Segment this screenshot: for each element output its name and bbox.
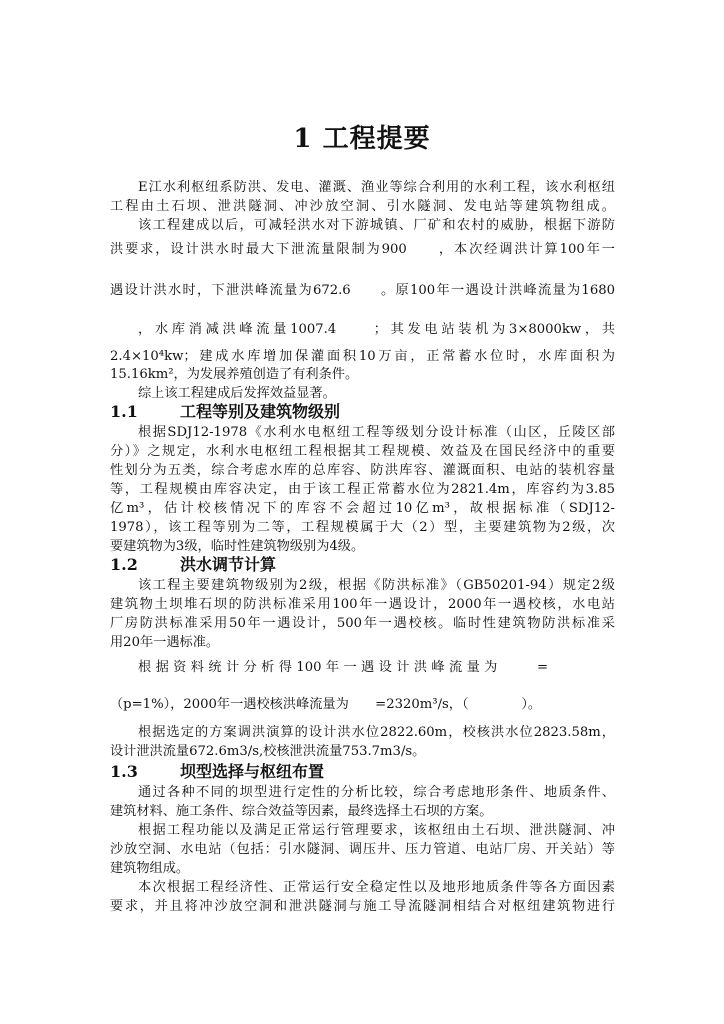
section-heading-1-2 — [110, 555, 615, 575]
body-line: 用20年一遇标准。 — [110, 635, 220, 650]
body-line: 通过各种不同的坝型进行定性的分析比较，综合考虑地形条件、地质条件、 — [138, 785, 615, 800]
body-line: 根据工程功能以及满足正常运行管理要求，该枢纽由土石坝、泄洪隧洞、冲 — [138, 823, 615, 838]
section-heading-1-3 — [110, 762, 615, 782]
body-line: 15.16km²，为发展养殖创造了有利条件。 — [110, 367, 359, 382]
body-line: 等，工程规模由库容决定，由于该工程正常蓄水位为2821.4m，库容约为3.85 — [110, 482, 615, 497]
section-title: 坝型选择与枢纽布置 — [180, 762, 325, 781]
body-line: 2.4×10⁴kw；建成水库增加保灌面积10万亩，正常蓄水位时，水库面积为 — [110, 349, 615, 364]
body-line: 要求，并且将冲沙放空洞和泄洪隧洞与施工导流隧洞相结合对枢纽建筑物进行 — [110, 899, 615, 914]
body-line: 根据选定的方案调洪演算的设计洪水位2822.60m，校核洪水位2823.58m， — [138, 725, 615, 740]
body-line: 遇设计洪水时，下泄洪峰流量为672.6 。原100年一遇设计洪峰流量为1680 — [110, 283, 615, 298]
body-line: 分）》之规定，水利水电枢纽工程根据其工程规模、效益及在国民经济中的重要 — [110, 444, 615, 459]
body-line: 工程由土石坝、泄洪隧洞、冲沙放空洞、引水隧洞、发电站等建筑物组成。 — [110, 199, 615, 214]
body-line: ，水库消减洪峰流量1007.4 ；其发电站装机为3×8000kw，共 — [138, 322, 615, 337]
body-line: 厂房防洪标准采用50年一遇设计，500年一遇校核。临时性建筑物防洪标准采 — [110, 616, 615, 631]
body-line: 设计泄洪流量672.6m3/s,校核泄洪流量753.7m3/s。 — [110, 744, 426, 759]
body-line: 性划分为五类，综合考虑水库的总库容、防洪库容、灌溉面积、电站的装机容量 — [110, 463, 615, 478]
body-line: 1978），该工程等别为二等，工程规模属于大（2）型，主要建筑物为2级，次 — [110, 520, 615, 535]
section-title: 工程等别及建筑物级别 — [180, 402, 341, 421]
body-line: 亿m³，估计校核情况下的库容不会超过10亿m³，故根据标准（SDJ12- — [110, 501, 615, 516]
body-line: （p=1%），2000年一遇校核洪峰流量为 =2320m³/s，（ ）。 — [110, 697, 542, 712]
body-line: 该工程主要建筑物级别为2级，根据《防洪标准》（GB50201-94）规定2级 — [138, 578, 615, 593]
body-line: 建筑物土坝堆石坝的防洪标准采用100年一遇设计，2000年一遇校核，水电站 — [110, 597, 615, 612]
body-line: 该工程建成以后，可减轻洪水对下游城镇、厂矿和农村的威胁，根据下游防 — [138, 218, 615, 233]
section-heading-1-1 — [110, 402, 615, 422]
body-line: 根据资料统计分析得100年一遇设计洪峰流量为 = — [138, 660, 548, 675]
body-line: 建筑物组成。 — [110, 861, 190, 876]
body-line: 建筑材料、施工条件、综合效益等因素，最终选择土石坝的方案。 — [110, 804, 493, 819]
body-line: E江水利枢纽系防洪、发电、灌溉、渔业等综合利用的水利工程，该水利枢纽 — [138, 180, 615, 195]
section-number: 1.2 — [110, 555, 138, 574]
section-number: 1.3 — [110, 762, 138, 781]
section-title: 洪水调节计算 — [180, 555, 277, 574]
body-line: 洪要求，设计洪水时最大下泄流量限制为900 ，本次经调洪计算100年一 — [110, 242, 615, 257]
body-line: 本次根据工程经济性、正常运行安全稳定性以及地形地质条件等各方面因素 — [138, 880, 615, 895]
body-line: 沙放空洞、水电站（包括：引水隧洞、调压井、压力管道、电站厂房、开关站）等 — [110, 842, 615, 857]
body-line: 根据SDJ12-1978《水利水电枢纽工程等级划分设计标准（山区，丘陵区部 — [138, 425, 615, 440]
body-line: 综上该工程建成后发挥效益显著。 — [138, 386, 336, 401]
page-title: 1 工程提要 — [293, 124, 431, 154]
section-number: 1.1 — [110, 402, 138, 421]
body-line: 要建筑物为3级，临时性建筑物级别为4级。 — [110, 539, 365, 554]
